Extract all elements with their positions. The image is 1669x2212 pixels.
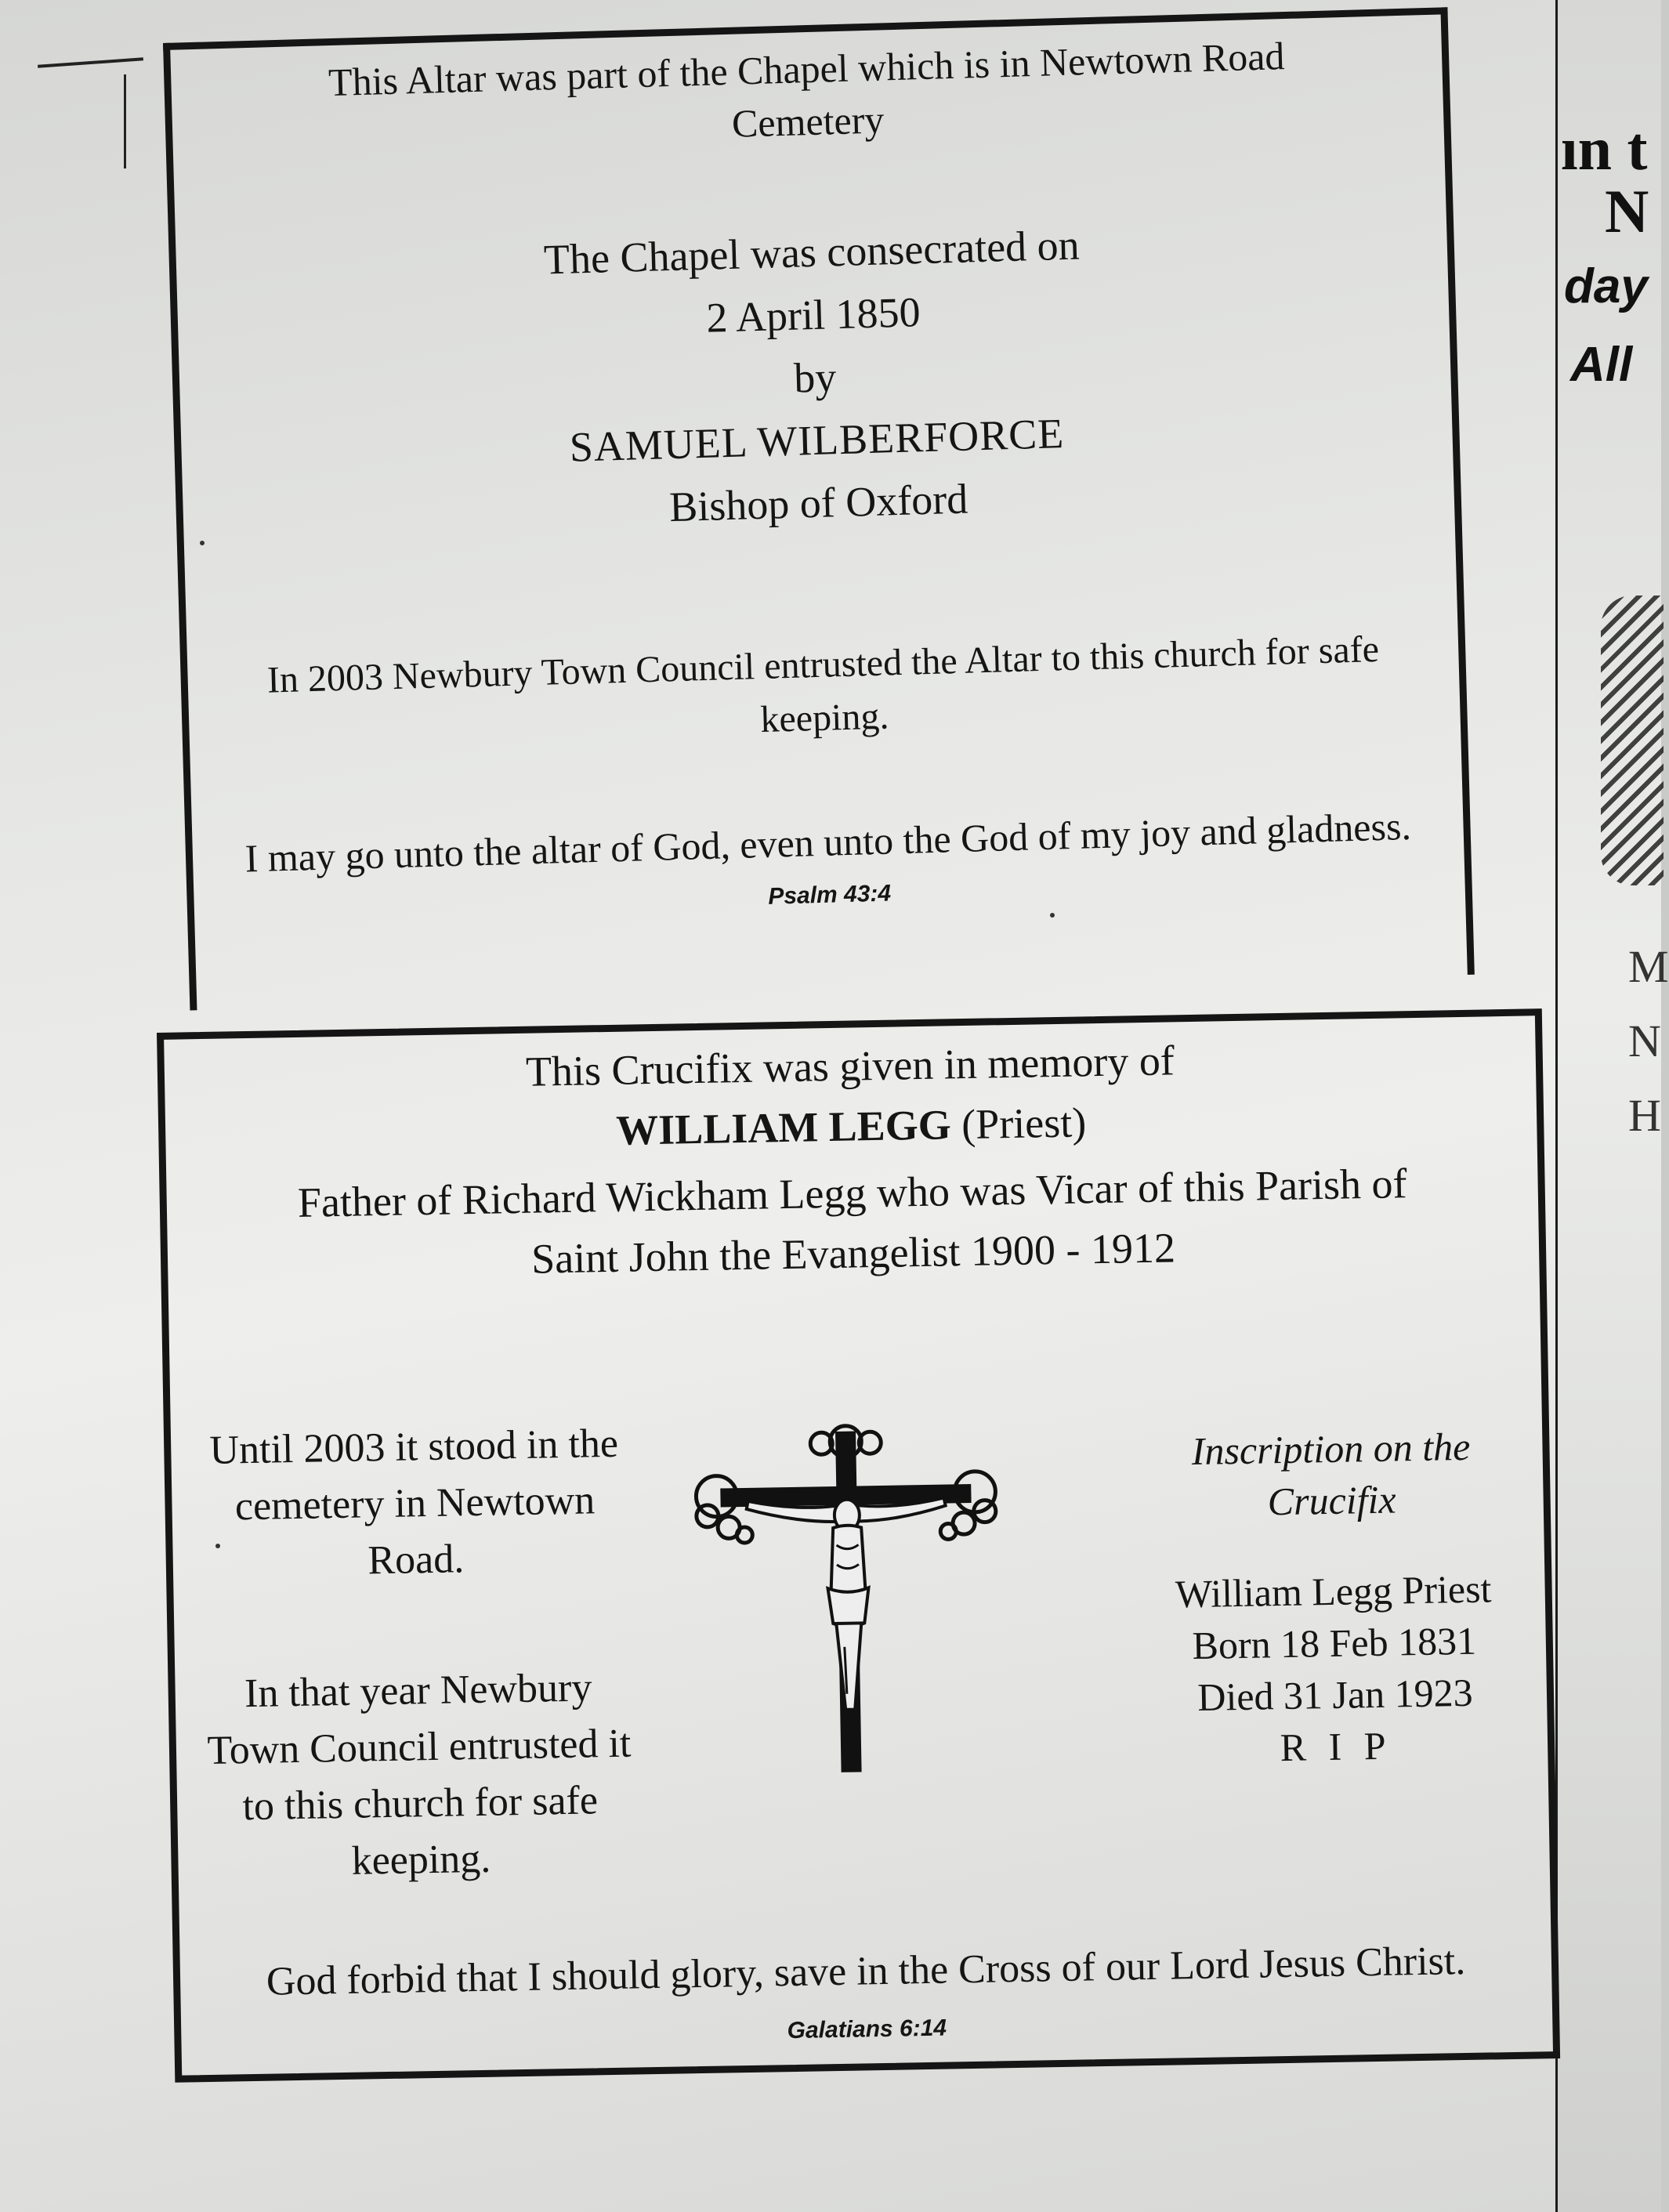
crucifix-notice-box [157,1008,1560,2083]
print-speck [1050,913,1055,918]
history-paragraph [186,1415,644,1592]
inscription-column [1142,1420,1525,1776]
adjacent-fragment: day [1564,259,1648,313]
adjacent-fragment: ın t [1561,114,1648,183]
consecration-line: by [793,353,838,402]
inscription-line: Born 18 Feb 1831 [1192,1618,1477,1668]
memorial-name: WILLIAM LEGG [615,1101,952,1154]
crucifix-icon [692,1425,1004,1779]
margin-line [124,74,126,168]
bishop-name: SAMUEL WILBERFORCE [568,410,1065,471]
memorial-name-line [165,1090,1537,1163]
consecration-line: The Chapel was consecrated on [543,221,1081,284]
altar-notice-box [163,7,1475,1010]
inscription-title: Crucifix [1267,1477,1397,1524]
history-line: In that year Newbury [244,1665,592,1717]
inscription-line: William Legg Priest [1175,1566,1492,1616]
inscription-title: Inscription on the [1191,1424,1471,1474]
crucifix-heading: This Crucifix was given in memory of [525,1037,1175,1095]
history-line: Road. [367,1537,465,1584]
altar-verse-reference: Psalm 43:4 [767,880,892,910]
history-paragraph [190,1659,649,1892]
print-speck [215,1544,220,1548]
crucifix-verse: God forbid that I should glory, save in the Cross of our Lord Jesus Christ. [266,1939,1466,2004]
altar-verse: I may go unto the altar of God, even unto the God of my joy and gladness. [244,803,1412,881]
history-line: to this church for safe [242,1778,599,1830]
inscription-line: Died 31 Jan 1923 [1197,1670,1474,1719]
crucifix-heading: Father of Richard Wickham Legg who was Vicar of this Parish of [297,1160,1407,1226]
history-line: Until 2003 it stood in the [209,1421,619,1473]
altar-intro-line: Cemetery [731,97,885,146]
altar-intro-line: This Altar was part of the Chapel which is in Newtown Road [328,34,1286,105]
entrusted-line: keeping. [759,695,890,741]
adjacent-illustration [1601,596,1664,885]
adjacent-fragment: H [1628,1090,1661,1141]
history-line: keeping. [351,1836,491,1884]
print-speck [200,541,205,545]
crucifix-heading: Saint John the Evangelist 1900 - 1912 [530,1224,1176,1283]
adjacent-fragment: All [1570,338,1633,392]
entrusted-line: In 2003 Newbury Town Council entrusted the Altar to this church for safe [266,628,1380,701]
history-line: Town Council entrusted it [207,1721,632,1774]
adjacent-fragment: N [1628,1015,1661,1066]
memorial-name-suffix: (Priest) [950,1099,1087,1149]
history-line: cemetery in Newtown [234,1478,596,1530]
adjacent-fragment: N [1605,177,1649,245]
crucifix-verse-reference: Galatians 6:14 [787,2015,947,2044]
adjacent-fragment: M [1628,941,1669,992]
consecration-date: 2 April 1850 [705,288,921,342]
inscription-line: R I P [1280,1723,1393,1770]
adjacent-page-edge [1555,0,1669,2212]
bishop-title: Bishop of Oxford [668,475,968,531]
history-column [186,1415,649,1892]
